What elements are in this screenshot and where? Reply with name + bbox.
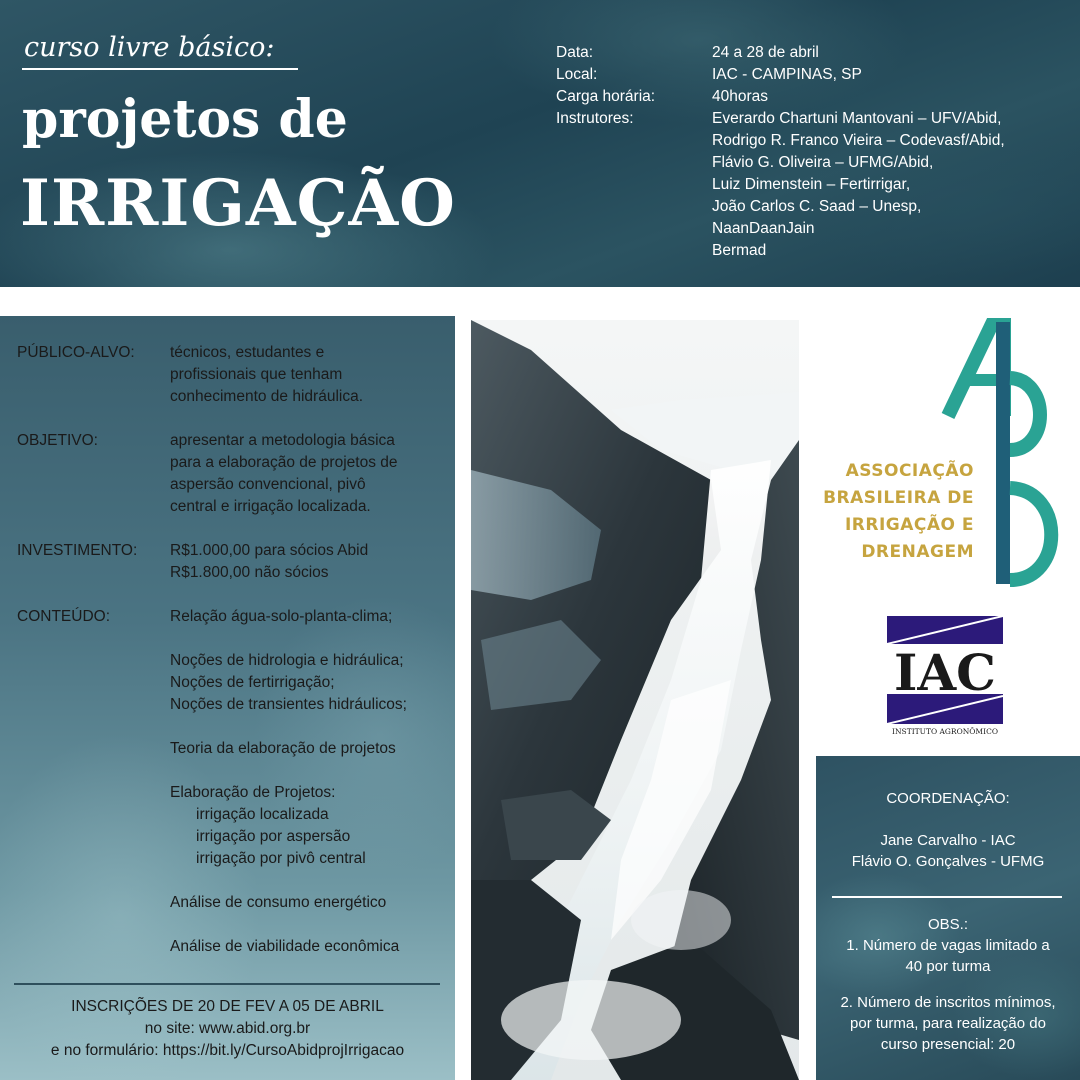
info-instructors-row (556, 108, 1005, 262)
abid-name-line: DRENAGEM (861, 542, 974, 562)
instructors-list (712, 108, 1005, 262)
price-member: R$1.000,00 para sócios Abid (170, 542, 369, 559)
abid-name-line: BRASILEIRA DE (823, 488, 974, 508)
content-item: Elaboração de Projetos: (170, 784, 336, 801)
objective-row (17, 430, 398, 518)
objective-line: aspersão convencional, pivô (170, 476, 366, 493)
instructor-item: Bermad (712, 242, 767, 259)
instructor-item: Rodrigo R. Franco Vieira – Codevasf/Abid, (712, 132, 1005, 149)
hours-value: 40horas (712, 88, 769, 105)
audience-row (17, 342, 363, 408)
hours-label: Carga horária: (556, 88, 656, 105)
waterfall-image (471, 320, 799, 1080)
registration-form-link[interactable]: e no formulário: https://bit.ly/CursoAbidprojIrrigacao (50, 1042, 405, 1059)
instructor-item: Luiz Dimenstein – Fertirrigar, (712, 176, 911, 193)
iac-mark: IAC (894, 643, 996, 702)
price-label: INVESTIMENTO: (17, 542, 138, 559)
content-item: Análise de viabilidade econômica (170, 938, 400, 955)
content-label: CONTEÚDO: (17, 608, 110, 625)
abid-name-line: ASSOCIAÇÃO (845, 461, 974, 481)
note-1-line: 40 por turma (905, 958, 991, 975)
content-item: Relação água-solo-planta-clima; (170, 608, 393, 625)
content-row (17, 606, 407, 958)
audience-line: conhecimento de hidráulica. (170, 388, 364, 405)
info-hours-row (556, 86, 1005, 108)
price-row (17, 540, 368, 584)
kicker-underline (22, 68, 298, 70)
price-nonmember: R$1.800,00 não sócios (170, 564, 329, 581)
info-date-row (556, 42, 1005, 64)
registration-info (0, 996, 455, 1062)
waterfall-photo (471, 320, 799, 1080)
objective-line: para a elaboração de projetos de (170, 454, 398, 471)
course-title-line1: projetos de (22, 89, 348, 150)
footer-divider (14, 983, 440, 985)
iac-logo (887, 616, 1003, 736)
content-subitem: irrigação por aspersão (196, 828, 351, 845)
content-item: Análise de consumo energético (170, 894, 387, 911)
info-local-row (556, 64, 1005, 86)
local-label: Local: (556, 66, 598, 83)
note-2 (816, 992, 1080, 1055)
note-2-line: por turma, para realização do (850, 1015, 1046, 1032)
content-subitem: irrigação por pivô central (196, 850, 366, 867)
registration-site[interactable]: no site: www.abid.org.br (144, 1020, 311, 1037)
audience-label: PÚBLICO-ALVO: (17, 344, 135, 361)
coordinator-item: Flávio O. Gonçalves - UFMG (851, 853, 1045, 870)
objective-label: OBJETIVO: (17, 432, 98, 449)
content-subitem: irrigação localizada (196, 806, 329, 823)
header-banner (0, 0, 1080, 287)
instructor-item: Everardo Chartuni Mantovani – UFV/Abid, (712, 110, 1002, 127)
date-value: 24 a 28 de abril (712, 44, 819, 61)
notes-label: OBS.: (927, 916, 968, 933)
course-info (556, 42, 1005, 262)
local-value: IAC - CAMPINAS, SP (712, 66, 862, 83)
instructors-label: Instrutores: (556, 110, 634, 127)
registration-dates: INSCRIÇÕES DE 20 DE FEV A 05 DE ABRIL (71, 998, 384, 1015)
content-item: Noções de hidrologia e hidráulica; (170, 652, 404, 669)
instructor-item: NaanDaanJain (712, 220, 815, 237)
content-list (170, 606, 407, 958)
content-item: Noções de transientes hidráulicos; (170, 696, 407, 713)
course-title-line2: IRRIGAÇÃO (20, 166, 456, 241)
coordination-title: COORDENAÇÃO: (886, 790, 1010, 807)
abid-name (812, 458, 974, 566)
audience-text (170, 342, 363, 408)
objective-line: apresentar a metodologia básica (170, 432, 395, 449)
abid-name-line: IRRIGAÇÃO E (844, 515, 974, 535)
content-item: Teoria da elaboração de projetos (170, 740, 396, 757)
iac-subtitle: INSTITUTO AGRONÔMICO (892, 727, 998, 736)
instructor-item: Flávio G. Oliveira – UFMG/Abid, (712, 154, 934, 171)
details-panel (0, 316, 455, 1080)
coordinators (816, 830, 1080, 872)
instructor-item: João Carlos C. Saad – Unesp, (712, 198, 922, 215)
coordinator-item: Jane Carvalho - IAC (880, 832, 1016, 849)
note-2-line: curso presencial: 20 (880, 1036, 1016, 1053)
date-label: Data: (556, 44, 594, 61)
objective-line: central e irrigação localizada. (170, 498, 371, 515)
content-item: Noções de fertirrigação; (170, 674, 335, 691)
price-text (170, 540, 368, 584)
note-1-line: 1. Número de vagas limitado a (846, 937, 1050, 954)
coordination-panel (816, 756, 1080, 1080)
iac-emblem-icon (887, 616, 1003, 736)
audience-line: técnicos, estudantes e (170, 344, 325, 361)
course-kicker: curso livre básico: (24, 32, 275, 63)
note-2-line: 2. Número de inscritos mínimos, (840, 994, 1056, 1011)
notes (816, 914, 1080, 977)
coordination-divider (832, 896, 1062, 898)
audience-line: profissionais que tenham (170, 366, 343, 383)
objective-text (170, 430, 398, 518)
